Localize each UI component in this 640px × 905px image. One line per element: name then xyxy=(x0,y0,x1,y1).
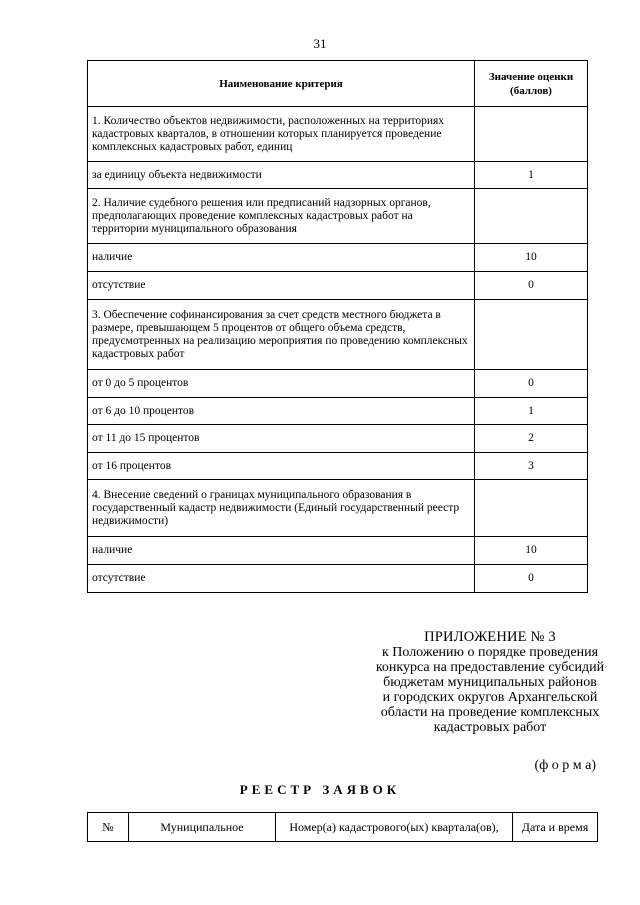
appendix-title: ПРИЛОЖЕНИЕ № 3 xyxy=(424,629,556,645)
criterion-name: от 11 до 15 процентов xyxy=(88,425,475,453)
criterion-score: 1 xyxy=(475,398,588,425)
criterion-score: 0 xyxy=(475,370,588,398)
registry-header-datetime: Дата и время xyxy=(513,813,598,842)
criterion-name: 3. Обеспечение софинансирования за счет средств местного бюджета в размере, превышающем 5 процентов от общего объема средств, предусмотренных на реализацию мероприятия по проведению комплексных кадастровых работ xyxy=(88,300,475,370)
criterion-score: 1 xyxy=(475,162,588,189)
appendix-block xyxy=(300,630,640,735)
criterion-score xyxy=(475,189,588,244)
appendix-line: области на проведение комплексных xyxy=(380,705,600,720)
criterion-score: 0 xyxy=(475,272,588,300)
criterion-score: 0 xyxy=(475,565,588,593)
page-number: 31 xyxy=(313,36,327,51)
appendix-line: кадастровых работ xyxy=(433,720,547,735)
registry-title: РЕЕСТР ЗАЯВОК xyxy=(239,782,401,797)
criterion-name: отсутствие xyxy=(88,272,475,300)
criterion-score xyxy=(475,480,588,537)
appendix-line: и городских округов Архангельской xyxy=(382,690,598,705)
criterion-name: от 6 до 10 процентов xyxy=(88,398,475,425)
criterion-score: 2 xyxy=(475,425,588,453)
registry-header-number: № xyxy=(88,813,129,842)
appendix-line: бюджетам муниципальных районов xyxy=(383,675,597,690)
criterion-score: 3 xyxy=(475,453,588,480)
criterion-score xyxy=(475,107,588,162)
criteria-score-header: Значение оценки (баллов) xyxy=(475,61,588,107)
criterion-name: 4. Внесение сведений о границах муниципального образования в государственный кадастр недвижимости (Единый государственный реестр недвижимости) xyxy=(88,480,475,537)
criterion-name: наличие xyxy=(88,244,475,272)
criterion-name: за единицу объекта недвижимости xyxy=(88,162,475,189)
criterion-name: от 0 до 5 процентов xyxy=(88,370,475,398)
criteria-table xyxy=(87,60,588,593)
form-label: (ф о р м а) xyxy=(534,758,596,773)
criterion-name: 1. Количество объектов недвижимости, расположенных на территориях кадастровых кварталов, в отношении которых планируется проведение комплексных кадастровых работ, единиц xyxy=(88,107,475,162)
registry-header-cadastral-quarter: Номер(а) кадастрового(ых) квартала(ов), xyxy=(276,813,513,842)
appendix-line: конкурса на предоставление субсидий xyxy=(375,660,605,675)
criterion-name: отсутствие xyxy=(88,565,475,593)
criterion-score: 10 xyxy=(475,537,588,565)
appendix-line: к Положению о порядке проведения xyxy=(381,645,599,660)
criterion-name: наличие xyxy=(88,537,475,565)
registry-table xyxy=(87,812,598,842)
criterion-score xyxy=(475,300,588,370)
criterion-name: от 16 процентов xyxy=(88,453,475,480)
criterion-name: 2. Наличие судебного решения или предписаний надзорных органов, предполагающих проведение комплексных кадастровых работ на территории муниципального образования xyxy=(88,189,475,244)
criterion-score: 10 xyxy=(475,244,588,272)
registry-header-municipality: Муниципальное xyxy=(129,813,276,842)
criteria-name-header: Наименование критерия xyxy=(88,61,475,107)
